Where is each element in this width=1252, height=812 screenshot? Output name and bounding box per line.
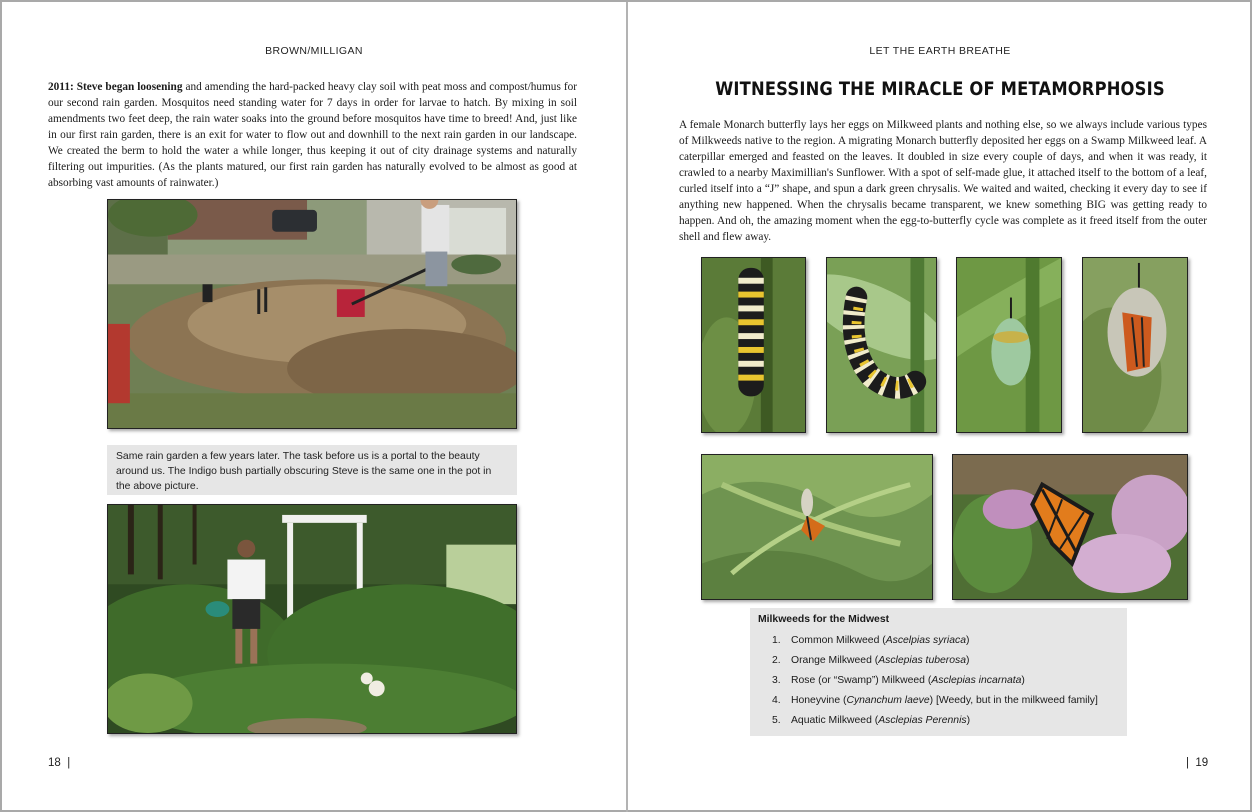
paragraph-lead: 2011: Steve began loosening xyxy=(48,81,183,93)
list-item-text: Orange Milkweed (Asclepias tuberosa) xyxy=(791,655,970,666)
running-head-right: LET THE EARTH BREATHE xyxy=(869,45,1011,57)
photo-green-chrysalis xyxy=(956,257,1062,433)
photo-transparent-chrysalis xyxy=(1082,257,1188,433)
list-item xyxy=(772,674,1098,694)
list-item xyxy=(772,654,1098,674)
page-number-right xyxy=(1186,757,1208,769)
rain-garden-caption: Same rain garden a few years later. The task before us is a portal to the beauty around us. The Indigo bush partially obscuring Steve is the same one in the pot in the above picture. xyxy=(107,445,517,495)
list-item-number: 2. xyxy=(772,655,781,666)
photo-butterfly-emerging xyxy=(701,454,933,600)
list-item xyxy=(772,714,1098,734)
list-item-text: Honeyvine (Cynanchum laeve) [Weedy, but in the milkweed family] xyxy=(791,695,1098,706)
list-item xyxy=(772,694,1098,714)
page-number-separator: | xyxy=(1186,757,1189,769)
photo-mature-rain-garden xyxy=(107,504,517,734)
chapter-title: WITNESSING THE MIRACLE OF METAMORPHOSIS xyxy=(715,78,1165,100)
list-item-number: 5. xyxy=(772,715,781,726)
metamorphosis-paragraph: A female Monarch butterfly lays her eggs on Milkweed plants and nothing else, so we always include various types of Milkweeds native to the region. A migrating Monarch butterfly deposited her eggs on a Swamp Milkweed leaf. A caterpillar emerged and feasted on the leaves. It doubled in size every couple of days, and when it was ready, it crawled to a nearby Maximillian's Sunflower. With a spot of self-made glue, it attached itself to the bottom of a leaf, curled itself into a “J” shape, and spun a dark green chrysalis. We waited and waited, checking it every day to see if anything new happened. When the chrysalis became transparent, we knew something BIG was getting ready to happen. And oh, the amazing moment when the egg-to-butterfly cycle was complete as it freed itself from the outer shell and flew away. xyxy=(679,119,1207,243)
page-number-left xyxy=(48,757,70,769)
running-head-left: BROWN/MILLIGAN xyxy=(265,45,363,57)
list-item-text: Common Milkweed (Ascelpias syriaca) xyxy=(791,635,970,646)
list-item-text: Aquatic Milkweed (Asclepias Perennis) xyxy=(791,715,971,726)
page-number-19: 19 xyxy=(1195,757,1209,769)
photo-tilling-rain-garden xyxy=(107,199,517,429)
list-item-number: 4. xyxy=(772,695,781,706)
photo-monarch-on-milkweed xyxy=(952,454,1188,600)
milkweeds-list-title: Milkweeds for the Midwest xyxy=(758,614,890,625)
rain-garden-paragraph xyxy=(48,79,577,191)
photo-caterpillar-j-shape xyxy=(826,257,937,433)
list-item-number: 1. xyxy=(772,635,781,646)
photo-caterpillar-on-stem xyxy=(701,257,806,433)
right-page xyxy=(628,2,1252,810)
list-item-number: 3. xyxy=(772,675,781,686)
milkweeds-list-box xyxy=(750,608,1127,736)
page-number-18: 18 xyxy=(48,757,61,769)
left-page xyxy=(2,2,626,810)
list-item-text: Rose (or “Swamp”) Milkweed (Asclepias incarnata) xyxy=(791,675,1025,686)
milkweeds-list xyxy=(772,634,1098,734)
paragraph-text: and amending the hard-packed heavy clay soil with peat moss and compost/humus for our second rain garden. Mosquitos need standing water for 7 days in order for larvae to hatch. By mixing in soil amendments two feet deep, the rain water soaks into the ground before mosquitos have time to breed! And, just like in our first rain garden, there is an exit for water to flow out and downhill to the next rain garden in our landscape. We created the berm to hold the water a while longer, thus keeping it out of city drainage systems and naturally filtering out impurities. (As the plants matured, our first rain garden has naturally evolved to be almost as good at absorbing vast amounts of rainwater.) xyxy=(48,81,577,189)
page-number-separator: | xyxy=(67,757,71,769)
list-item xyxy=(772,634,1098,654)
